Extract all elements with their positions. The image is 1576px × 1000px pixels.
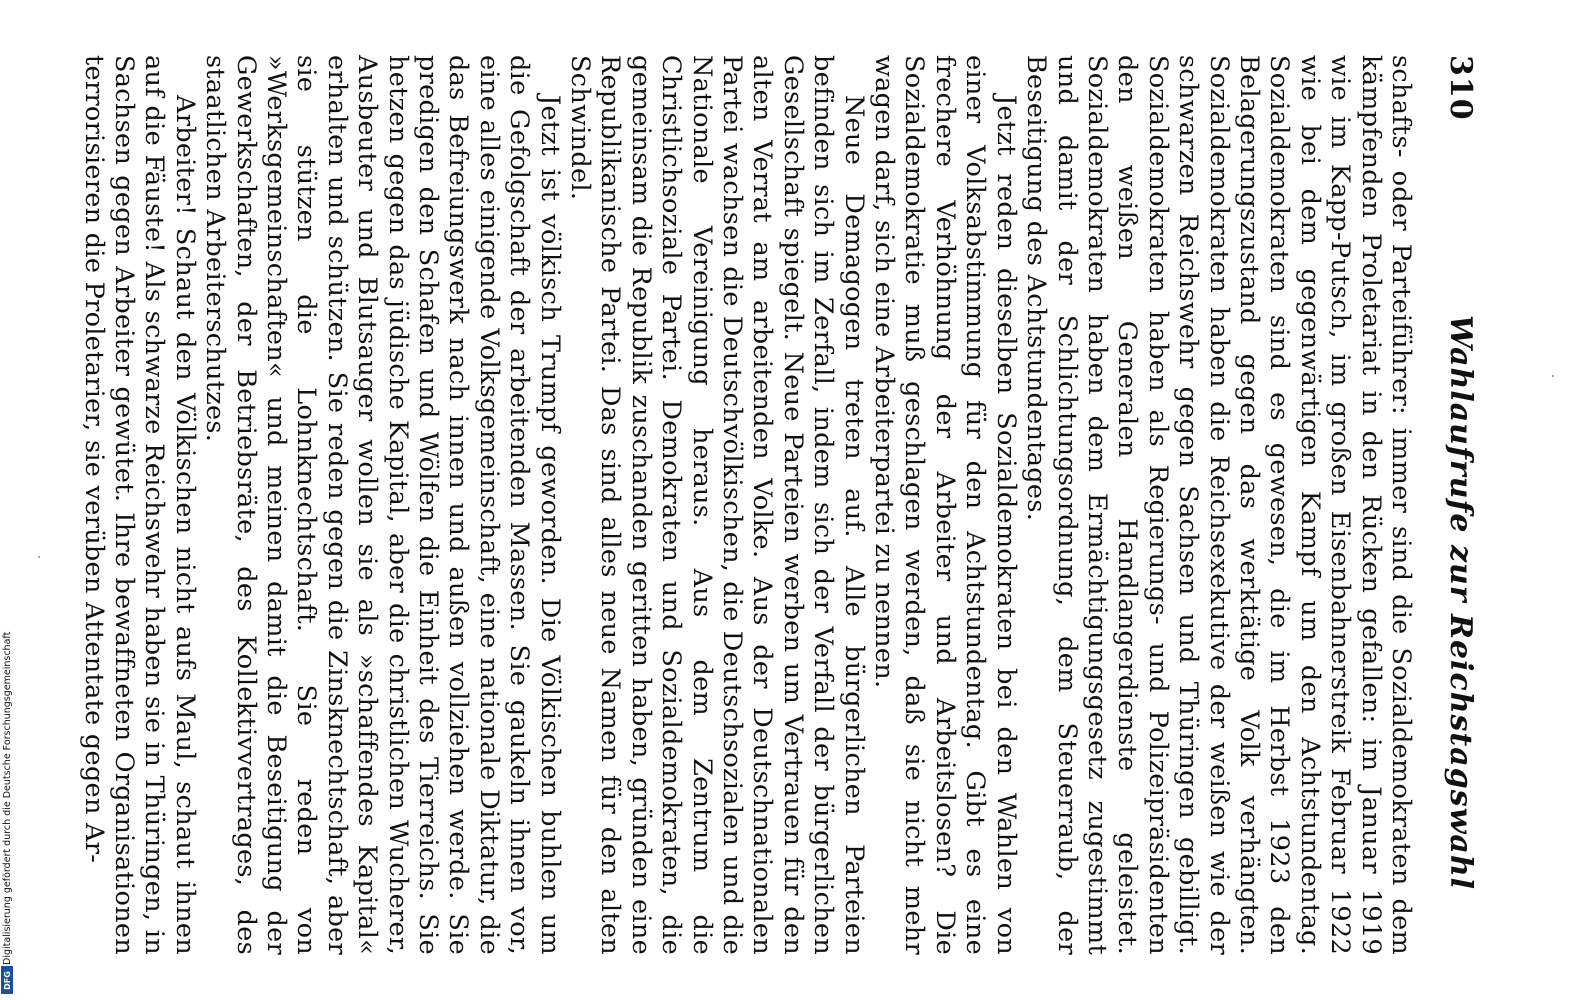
digitization-note: Digitalisierung gefördert durch die Deutsche Forschungsgemeinschaft <box>2 631 13 965</box>
page-number: 310 <box>1443 55 1478 121</box>
digitization-footer <box>0 0 14 1000</box>
paragraph: Arbeiter! Schaut den Völkischen nicht aufs Maul, schaut ihnen auf die Fäuste! Als schwarze Reichswehr haben sie in Thüringen, in Sachsen gegen Arbeiter gewütet. Ihre bewaffneten Organisationen terrorisieren die Proletarier, sie verüben Attentate gegen Ar- <box>78 55 200 955</box>
rotated-text-block <box>78 55 1478 955</box>
paragraph: Jetzt ist völkisch Trumpf geworden. Die Völkischen buhlen um die Gefolgschaft der arbeitenden Massen. Sie gaukeln ihnen vor, eine alles einigende Volksgemeinschaft, eine nationale Diktatur, die das Befreiungswerk nach innen und außen vollziehen werde. Sie predigen den Schafen und Wölfen die Einheit des Tierreichs. Sie hetzen gegen das jüdische Kapital, aber die christlichen Wucherer, Ausbeuter und Blutsauger wollen sie als »schaffendes Kapital« erhalten und schützen. Sie reden gegen die Zinsknechtschaft, aber sie stützen die Lohnknechtschaft. Sie reden von »Werksgemeinschaften« und meinen damit die Beseitigung der Gewerkschaften, der Betriebsräte, des Kollektivvertrages, des staatlichen Arbeiterschutzes. <box>200 55 565 955</box>
dfg-logo-text: DFG <box>2 970 12 990</box>
paragraph: schafts- oder Parteiführer: immer sind die Sozialdemokraten dem kämpfenden Proletariat in den Rücken gefallen: im Januar 1919 wie im Kapp-Putsch, im großen Eisenbahnerstreik Februar 1922 wie bei dem gegenwärtigen Kampf um den Achtstundentag. Sozialdemokraten sind es gewesen, die im Herbst 1923 den Belagerungszustand gegen das werktätige Volk verhängten. Sozialdemokraten haben die Reichsexekutive der weißen wie der schwarzen Reichswehr gegen Sachsen und Thüringen gebilligt. Sozialdemokraten haben als Regierungs- und Polizeipräsidenten den weißen Generalen Handlangerdienste geleistet. Sozialdemokraten haben dem Ermächtigungsgesetz zugestimmt und damit der Schlichtungsordnung, dem Steuerraub, der Beseitigung des Achtstundentages. <box>1021 55 1416 955</box>
body-text <box>78 55 1416 955</box>
scan-speck <box>1552 375 1554 377</box>
running-title: Wahlaufrufe zur Reichstagswahl <box>1443 315 1478 891</box>
scan-speck <box>38 556 40 558</box>
paragraph: Jetzt reden dieselben Sozialdemokraten bei den Wahlen von einer Volksabstimmung für den Achtstundentag. Gibt es eine frechere Verhöhnung der Arbeiter und Arbeitslosen? Die Sozialdemokratie muß geschlagen werden, daß sie nicht mehr wagen darf, sich eine Arbeiterpartei zu nennen. <box>869 55 1021 955</box>
dfg-logo <box>1 966 13 994</box>
paragraph: Neue Demagogen treten auf. Alle bürgerlichen Parteien befinden sich im Zerfall, indem sich der Verfall der bürgerlichen Gesellschaft spiegelt. Neue Parteien werben um Vertrauen für den alten Verrat am arbeitenden Volke. Aus der Deutschnationalen Partei wachsen die Deutschvölkischen, die Deutschsozialen und die Nationale Vereinigung heraus. Aus dem Zentrum die Christlichsoziale Partei. Demokraten und Sozialdemokraten, die gemeinsam die Republik zuschanden geritten haben, gründen eine Republikanische Partei. Das sind alles neue Namen für den alten Schwindel. <box>565 55 869 955</box>
page-header <box>1428 55 1478 955</box>
